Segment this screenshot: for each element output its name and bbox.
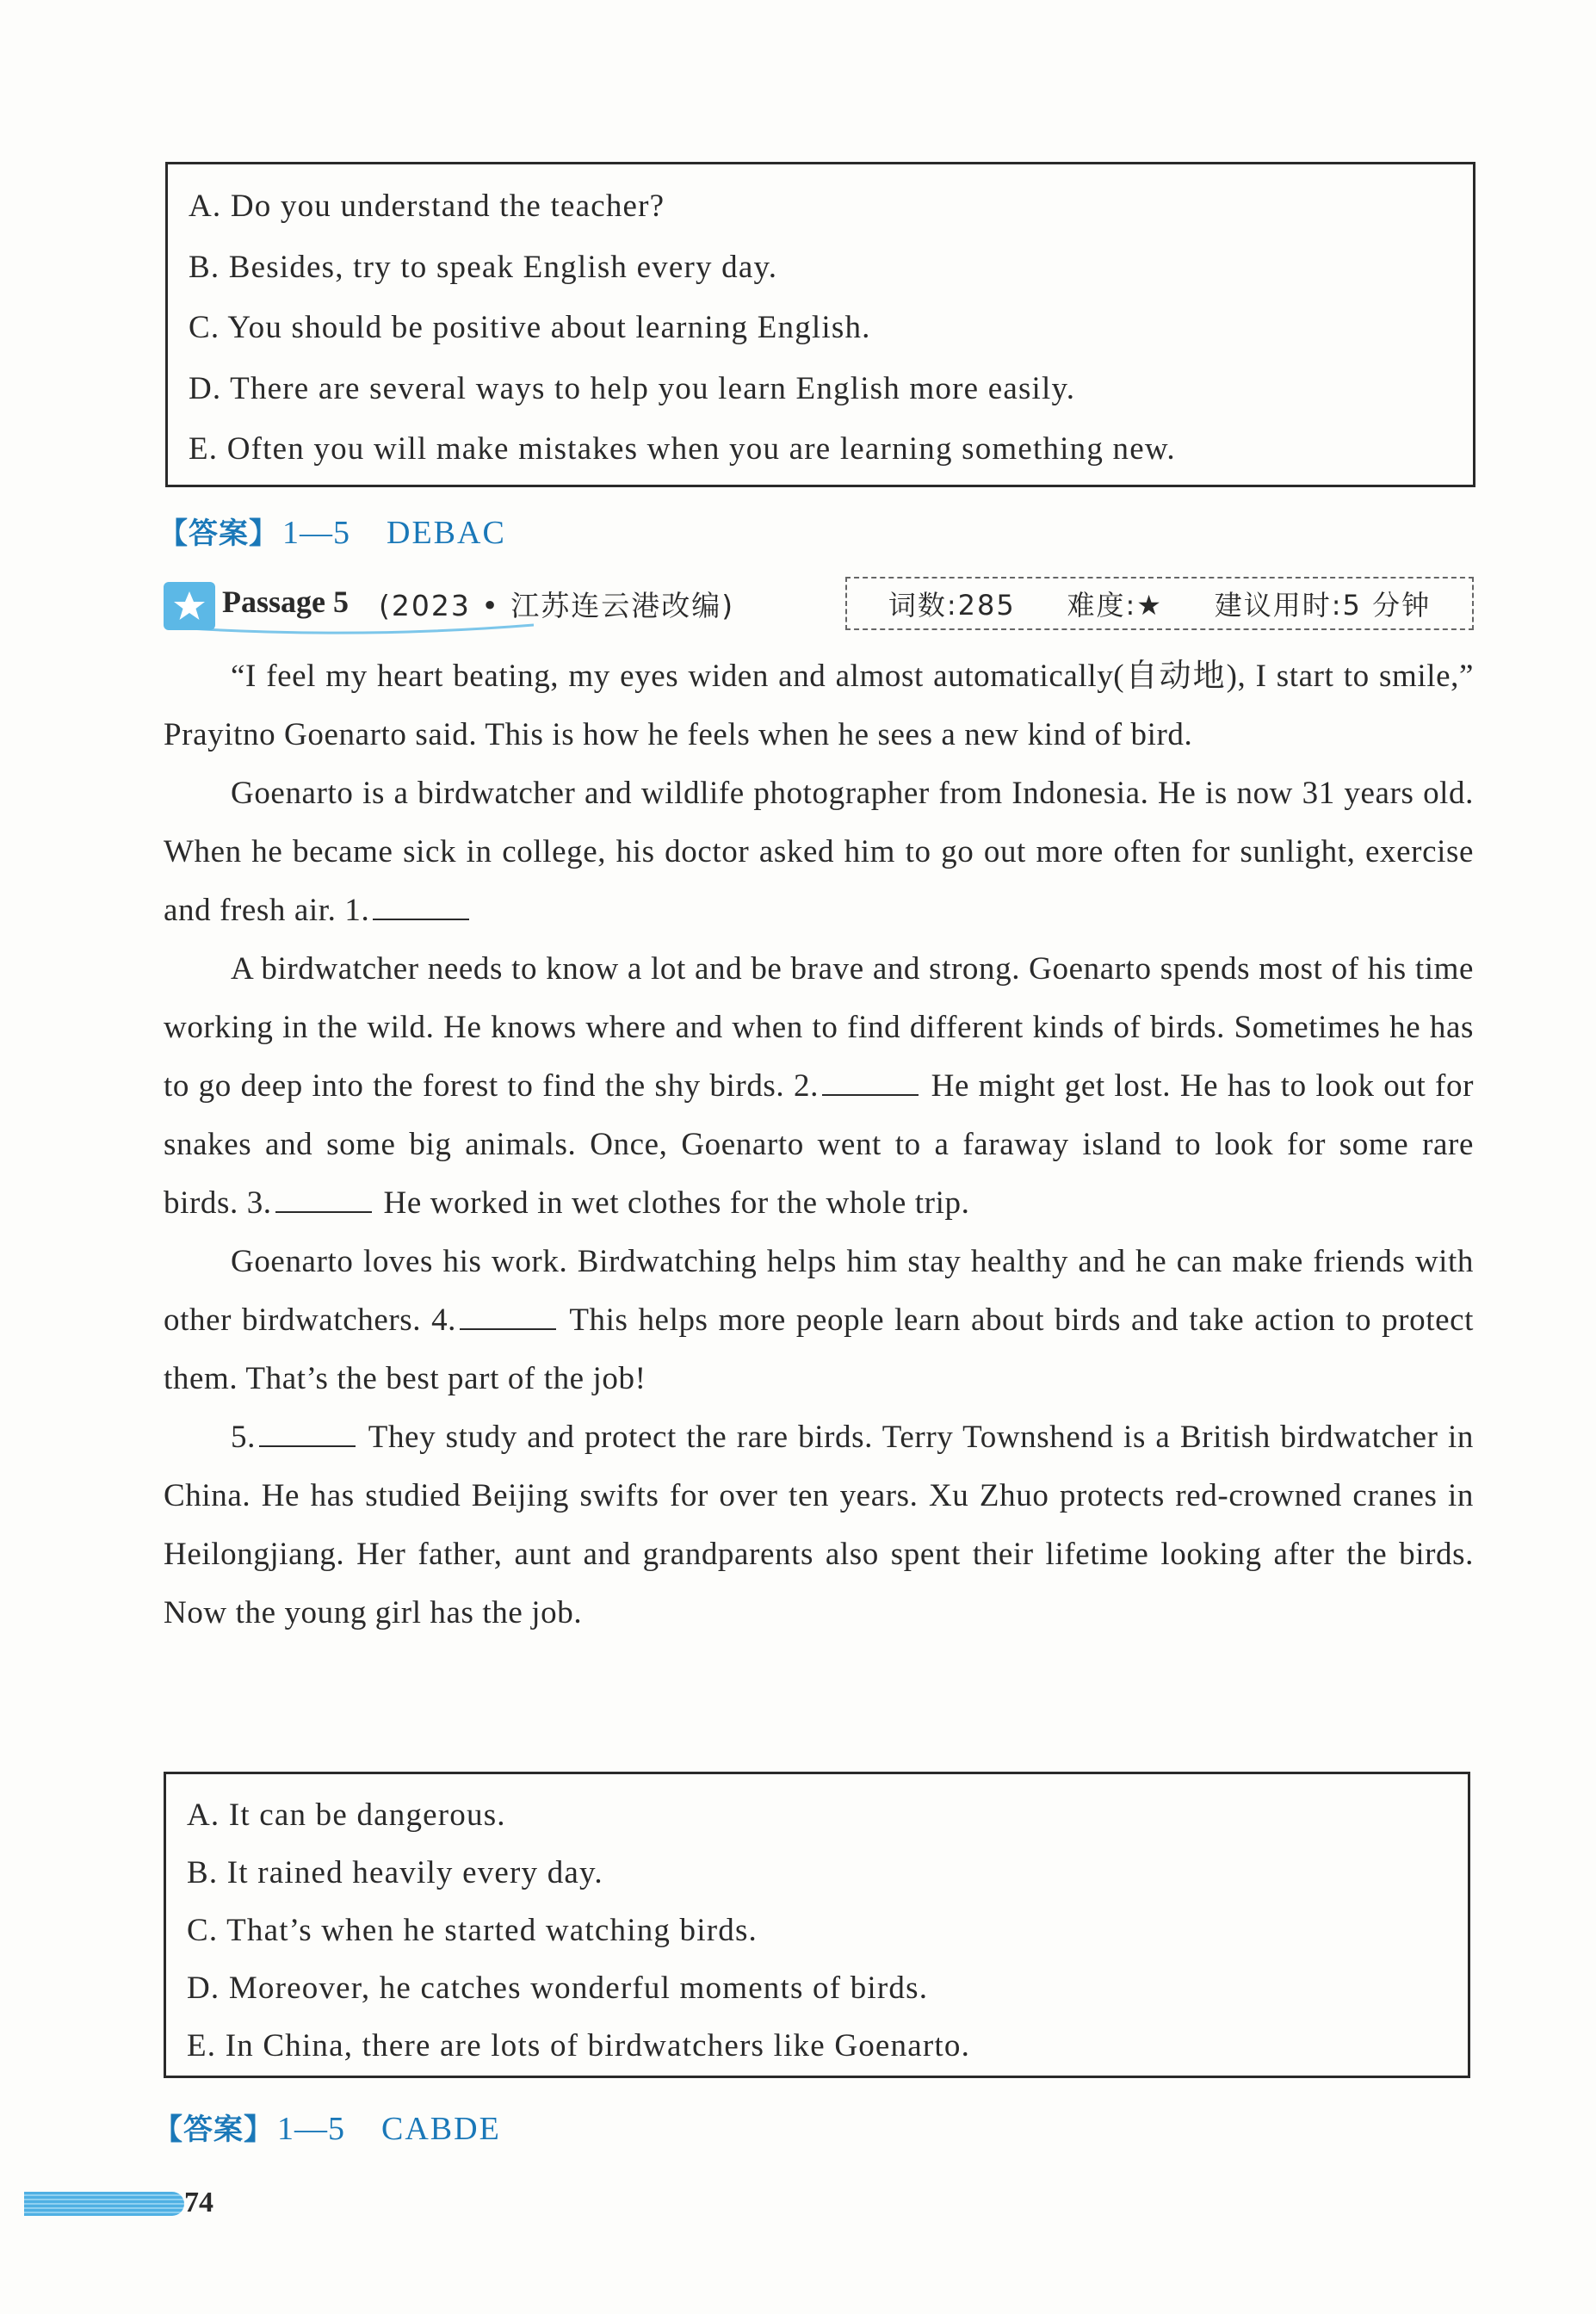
blank-5[interactable]: [259, 1420, 356, 1447]
option-a: A. Do you understand the teacher?: [189, 189, 665, 224]
word-count: 词数:285: [888, 589, 1016, 622]
blank-1[interactable]: [373, 893, 469, 920]
blank-2[interactable]: [822, 1068, 919, 1096]
option-b: B. It rained heavily every day.: [187, 1855, 603, 1890]
option-c: C. You should be positive about learning English.: [189, 310, 871, 345]
answer-value: DEBAC: [387, 515, 506, 551]
paragraph-5-text-a: 5.: [231, 1420, 256, 1455]
option-c: C. That’s when he started watching birds.: [187, 1913, 758, 1948]
options-box-1: [165, 162, 1475, 487]
blank-3[interactable]: [275, 1185, 372, 1213]
paragraph-2: [164, 764, 1474, 940]
passage-source: (2023 • 江苏连云港改编): [379, 589, 735, 622]
option-d: D. There are several ways to help you learn English more easily.: [189, 370, 1076, 406]
paragraph-3-text-a: A birdwatcher needs to know a lot and be brave and strong. Goenarto spends most of his time working in the wild. He knows where and when to find different kinds of birds. Sometimes he has to go deep into the forest to find the shy birds. 2.: [164, 951, 1474, 1104]
answer-range: 1—5: [277, 2111, 345, 2147]
answer-value: CABDE: [381, 2111, 501, 2147]
paragraph-3-text-c: He worked in wet clothes for the whole trip.: [383, 1185, 970, 1221]
paragraph-2-text: Goenarto is a birdwatcher and wildlife photographer from Indonesia. He is now 31 years old. When he became sick in college, his doctor asked him to go out more often for sunlight, exercise and fresh air. 1.: [164, 776, 1474, 928]
paragraph-3-text-b: He might get lost. He has to look out for snakes and some big animals. Once, Goenarto went to a faraway island to look for some rare birds. 3.: [164, 1068, 1474, 1221]
suggested-time: 建议用时:5 分钟: [1214, 589, 1432, 622]
answer-line-1: [158, 510, 506, 552]
footer-decoration-bar: [24, 2192, 184, 2216]
options-box-2: [164, 1772, 1470, 2078]
paragraph-1: “I feel my heart beating, my eyes widen and almost automatically(自动地), I start to smile,” Prayitno Goenarto said. This is how he feels when he sees a new kind of bird.: [164, 659, 1474, 752]
passage-header: [164, 577, 1474, 634]
passage-body: [164, 647, 1474, 1643]
paragraph-3: [164, 940, 1474, 1233]
answer-range: 1—5: [282, 515, 350, 551]
option-e: E. Often you will make mistakes when you are learning something new.: [189, 431, 1176, 467]
page-number: 74: [184, 2187, 213, 2218]
blank-4[interactable]: [460, 1302, 556, 1330]
passage-meta-box: [845, 577, 1474, 630]
option-b: B. Besides, try to speak English every day.: [189, 249, 778, 285]
answer-tag: 【答案】: [158, 517, 279, 551]
paragraph-4-text-a: Goenarto loves his work. Birdwatching helps him stay healthy and he can make friends with other birdwatchers. 4.: [164, 1244, 1474, 1338]
paragraph-4-text-b: This helps more people learn about birds and take action to protect them. That’s the best part of the job!: [164, 1302, 1475, 1396]
passage-title: Passage 5: [222, 585, 349, 619]
answer-tag: 【答案】: [153, 2113, 274, 2147]
answer-line-2: [153, 2106, 501, 2148]
difficulty: 难度:★: [1067, 589, 1163, 622]
star-icon: [164, 582, 215, 630]
paragraph-4: [164, 1233, 1474, 1408]
paragraph-5: [164, 1408, 1474, 1643]
option-a: A. It can be dangerous.: [187, 1797, 506, 1833]
option-d: D. Moreover, he catches wonderful moments of birds.: [187, 1971, 929, 2006]
option-e: E. In China, there are lots of birdwatchers like Goenarto.: [187, 2028, 971, 2063]
paragraph-5-text-b: They study and protect the rare birds. Terry Townshend is a British birdwatcher in China. He has studied Beijing swifts for over ten years. Xu Zhuo protects red-crowned cranes in Heilongjiang. Her father, aunt and grandparents also spent their lifetime looking after the birds. Now the young girl has the job.: [164, 1420, 1474, 1630]
